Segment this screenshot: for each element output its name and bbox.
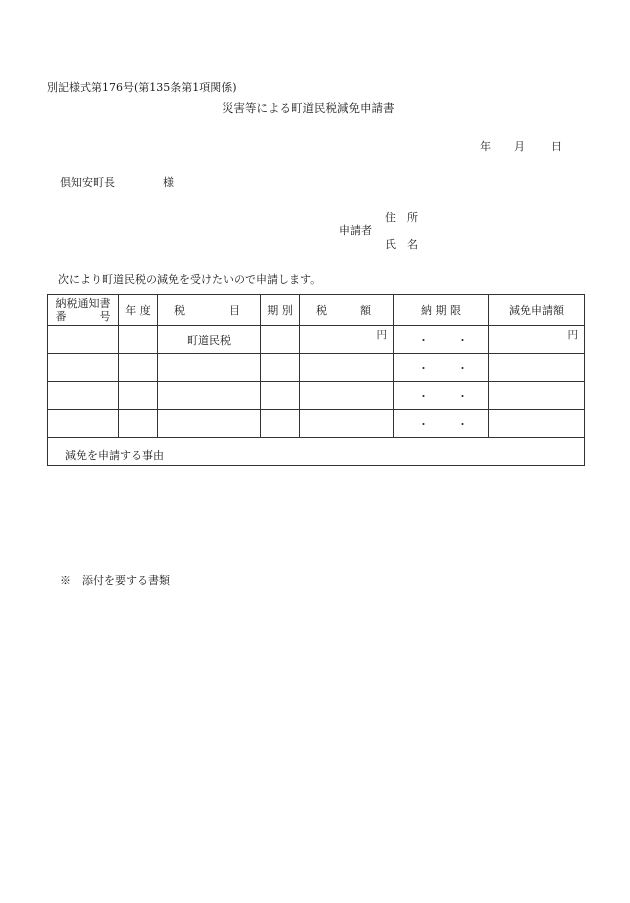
due-date-cell[interactable]: ・・ [394, 382, 489, 410]
applicant-address-label: 住 所 [385, 211, 418, 224]
reason-field[interactable] [48, 438, 585, 466]
fiscal-year-cell[interactable] [119, 326, 158, 354]
date-month-label: 月 [514, 140, 525, 153]
header-notice-number [48, 295, 119, 326]
reason-row [48, 438, 585, 466]
reduction-amount-cell[interactable] [489, 410, 585, 438]
period-cell[interactable] [261, 326, 300, 354]
date-day-label: 日 [551, 140, 562, 153]
table-row [48, 354, 585, 382]
period-cell[interactable] [261, 410, 300, 438]
period-cell[interactable] [261, 354, 300, 382]
header-fiscal-year: 年 度 [119, 295, 158, 326]
tax-amount-cell[interactable] [300, 354, 394, 382]
tax-amount-cell[interactable] [300, 326, 394, 354]
date-year-label: 年 [480, 140, 491, 153]
table-row [48, 410, 585, 438]
reduction-amount-cell[interactable] [489, 354, 585, 382]
due-date-cell[interactable]: ・・ [394, 326, 489, 354]
header-tax-item: 税 目 [158, 295, 261, 326]
tax-item-cell[interactable]: 町道民税 [158, 326, 261, 354]
reason-label: 減免を申請する事由 [65, 449, 164, 462]
header-due-date: 納 期 限 [394, 295, 489, 326]
applicant-name-label: 氏 名 [385, 238, 418, 251]
header-notice-number-line1: 納税通知書 [55, 297, 111, 310]
reduction-amount-cell[interactable] [489, 382, 585, 410]
due-date-cell[interactable]: ・・ [394, 354, 489, 382]
notice-number-cell[interactable] [48, 326, 119, 354]
yen-unit: 円 [567, 329, 578, 341]
fiscal-year-cell[interactable] [119, 354, 158, 382]
tax-item-cell[interactable] [158, 354, 261, 382]
notice-number-cell[interactable] [48, 410, 119, 438]
applicant-label: 申請者 [339, 224, 372, 237]
due-date-cell[interactable]: ・・ [394, 410, 489, 438]
table-header-row [48, 295, 585, 326]
tax-amount-cell[interactable] [300, 382, 394, 410]
fiscal-year-cell[interactable] [119, 382, 158, 410]
header-reduction-amount: 減免申請額 [489, 295, 585, 326]
period-cell[interactable] [261, 382, 300, 410]
notice-number-cell[interactable] [48, 382, 119, 410]
table-row [48, 326, 585, 354]
addressee-name: 倶知安町長 [60, 176, 115, 189]
header-tax-amount: 税 額 [300, 295, 394, 326]
form-reference: 別記様式第176号(第135条第1項関係) [47, 81, 237, 94]
fiscal-year-cell[interactable] [119, 410, 158, 438]
tax-amount-cell[interactable] [300, 410, 394, 438]
tax-reduction-table [47, 294, 585, 466]
notice-number-cell[interactable] [48, 354, 119, 382]
tax-item-cell[interactable] [158, 382, 261, 410]
yen-unit: 円 [376, 329, 387, 341]
header-notice-number-line2: 番 号 [55, 310, 111, 323]
addressee-honorific: 様 [163, 176, 174, 189]
attachments-note: ※ 添付を要する書類 [60, 574, 170, 587]
reduction-amount-cell[interactable] [489, 326, 585, 354]
header-period: 期 別 [261, 295, 300, 326]
tax-item-cell[interactable] [158, 410, 261, 438]
document-title: 災害等による町道民税減免申請書 [222, 101, 395, 115]
table-row [48, 382, 585, 410]
intro-text: 次により町道民税の減免を受けたいので申請します。 [58, 273, 322, 286]
